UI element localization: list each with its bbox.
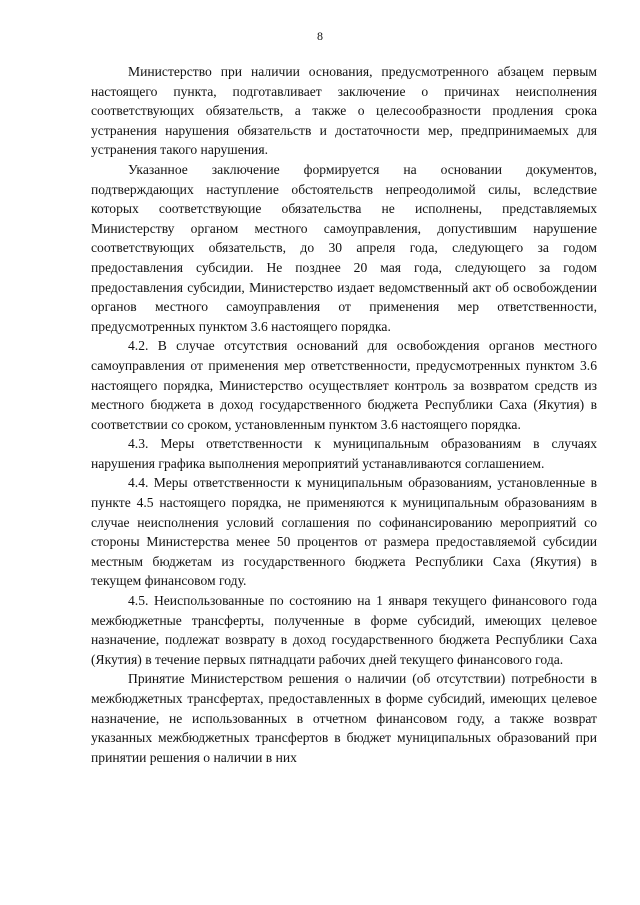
document-body xyxy=(91,62,597,767)
paragraph-4-5: 4.5. Неиспользованные по состоянию на 1 января текущего финансового года межбюджетные трансферты, полученные в форме субсидий, имеющих целевое назначение, подлежат возврату в доход государственного бюджета Республики Саха (Якутия) в течение первых пятнадцати рабочих дней текущего финансового года. xyxy=(91,593,597,667)
paragraph-4-4: 4.4. Меры ответственности к муниципальным образованиям, установленные в пункте 4.5 настоящего порядка, не применяются к муниципальным образованиям в случае неисполнения условий соглашения по софинансированию мероприятий со стороны Министерства менее 50 процентов от размера предоставляемой субсидии местным бюджетам из государственного бюджета Республики Саха (Якутия) в текущем финансовом году. xyxy=(91,475,597,589)
paragraph-4-3: 4.3. Меры ответственности к муниципальным образованиям в случаях нарушения графика выполнения мероприятий устанавливаются соглашением. xyxy=(91,436,597,471)
paragraph-conclusion-preparation: Министерство при наличии основания, предусмотренного абзацем первым настоящего пункта, подготавливает заключение о причинах неисполнения соответствующих обязательств, а также о целесообразности продления срока устранения нарушения обязательств и достаточности мер, предпринимаемых для устранения такого нарушения. xyxy=(91,64,597,158)
paragraph-decision: Принятие Министерством решения о наличии (об отсутствии) потребности в межбюджетных трансфертах, предоставленных в форме субсидий, имеющих целевое назначение, не использованных в отчетном финансовом году, а также возврат указанных межбюджетных трансфертов в бюджет муниципальных образований при принятии решения о наличии в них xyxy=(91,671,597,765)
page-number: 8 xyxy=(317,29,323,43)
paragraph-conclusion-basis: Указанное заключение формируется на основании документов, подтверждающих наступление обстоятельств непреодолимой силы, вследствие которых соответствующие обязательства не исполнены, представляемых Министерству органом местного самоуправления, допустившим нарушение соответствующих обязательств, до 30 апреля года, следующего за годом предоставления субсидии. Не позднее 20 мая года, следующего за годом предоставления субсидии, Министерство издает ведомственный акт об освобождении органов местного самоуправления от применения мер ответственности, предусмотренных пунктом 3.6 настоящего порядка. xyxy=(91,161,597,334)
paragraph-4-2: 4.2. В случае отсутствия оснований для освобождения органов местного самоуправления от применения мер ответственности, предусмотренных пунктом 3.6 настоящего порядка, Министерство осуществляет контроль за возвратом средств из местного бюджета в доход государственного бюджета Республики Саха (Якутия) в соответствии со сроком, установленным пунктом 3.6 настоящего порядка. xyxy=(91,338,597,432)
